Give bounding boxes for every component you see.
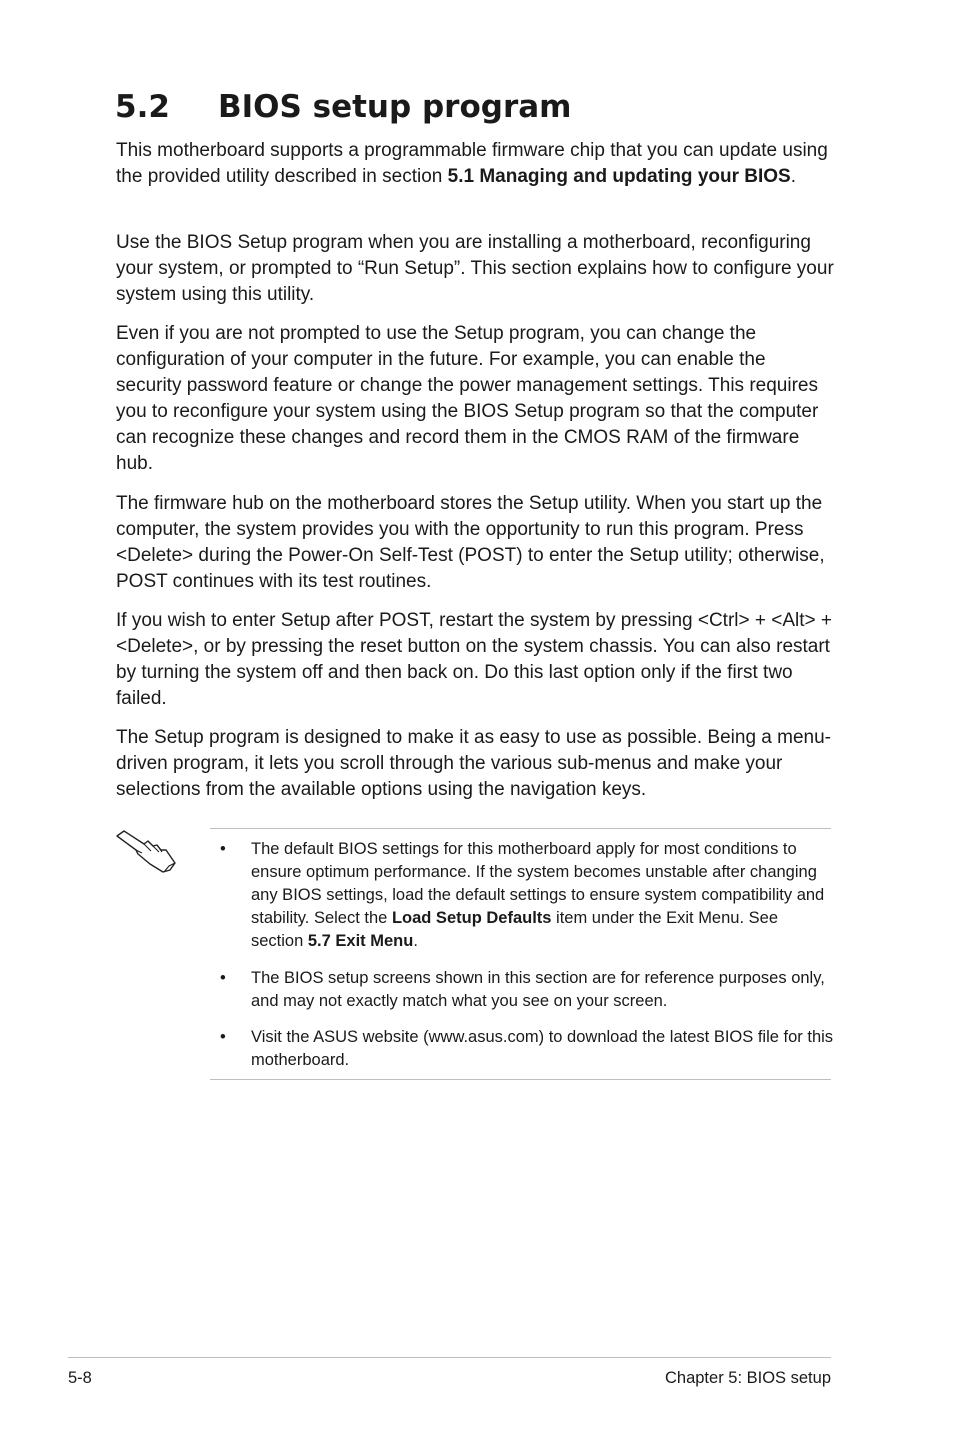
bullet: •	[220, 969, 226, 987]
footer-divider	[68, 1357, 831, 1358]
paragraph-text: This motherboard supports a programmable firmware chip that you can update using the provided utility described in section	[116, 140, 828, 187]
pointing-hand-icon	[114, 826, 178, 874]
section-title: BIOS setup program	[218, 89, 572, 125]
section-heading	[115, 84, 571, 130]
note-text: item under the Exit Menu. See section	[251, 909, 778, 950]
note-text: .	[413, 932, 418, 950]
bullet: •	[220, 840, 226, 858]
paragraph-restart: If you wish to enter Setup after POST, restart the system by pressing <Ctrl> + <Alt> + <Delete>, or by pressing the reset button on the system chassis. You can also restart by turning the system off and then back on. Do this last option only if the first two failed.	[116, 610, 832, 709]
chapter-label: Chapter 5: BIOS setup	[664, 1369, 831, 1387]
paragraph-intro	[116, 138, 836, 190]
menu-item-reference: Load Setup Defaults	[391, 909, 552, 927]
note-text: The BIOS setup screens shown in this section are for reference purposes only, and may not exactly match what you see on your screen.	[251, 969, 825, 1010]
note-item	[220, 838, 834, 953]
note-text: Visit the ASUS website (www.asus.com) to download the latest BIOS file for this motherboard.	[251, 1028, 834, 1069]
paragraph-reconfigure: Even if you are not prompted to use the Setup program, you can change the configuration of your computer in the future. For example, you can enable the security password feature or change the power management settings. This requires you to reconfigure your system using the BIOS Setup program so that the computer can recognize these changes and record them in the CMOS RAM of the firmware hub.	[116, 323, 819, 474]
paragraph-firmware-hub: The firmware hub on the motherboard stores the Setup utility. When you start up the computer, the system provides you with the opportunity to run this program. Press <Delete> during the Power-On Self-Test (POST) to enter the Setup utility; otherwise, POST continues with its test routines.	[116, 493, 825, 592]
paragraph-text: .	[790, 166, 796, 187]
note-item	[220, 1026, 834, 1072]
section-number: 5.2	[115, 89, 170, 125]
note-item	[220, 967, 834, 1013]
section-reference: 5.7 Exit Menu	[307, 932, 414, 950]
page-number: 5-8	[68, 1369, 92, 1387]
bullet: •	[220, 1028, 226, 1046]
note-box	[210, 828, 834, 1080]
paragraph-usage: Use the BIOS Setup program when you are installing a motherboard, reconfiguring your system, or prompted to “Run Setup”. This section explains how to configure your system using this utility.	[116, 232, 834, 305]
section-reference: 5.1 Managing and updating your BIOS	[447, 166, 791, 187]
paragraph-navigation: The Setup program is designed to make it as easy to use as possible. Being a menu-driven program, it lets you scroll through the various sub-menus and make your selections from the available options using the navigation keys.	[116, 727, 832, 800]
note-text: The default BIOS settings for this motherboard apply for most conditions to ensure optimum performance. If the system becomes unstable after changing any BIOS settings, load the default settings to ensure system compatibility and stability. Select the	[251, 840, 825, 927]
